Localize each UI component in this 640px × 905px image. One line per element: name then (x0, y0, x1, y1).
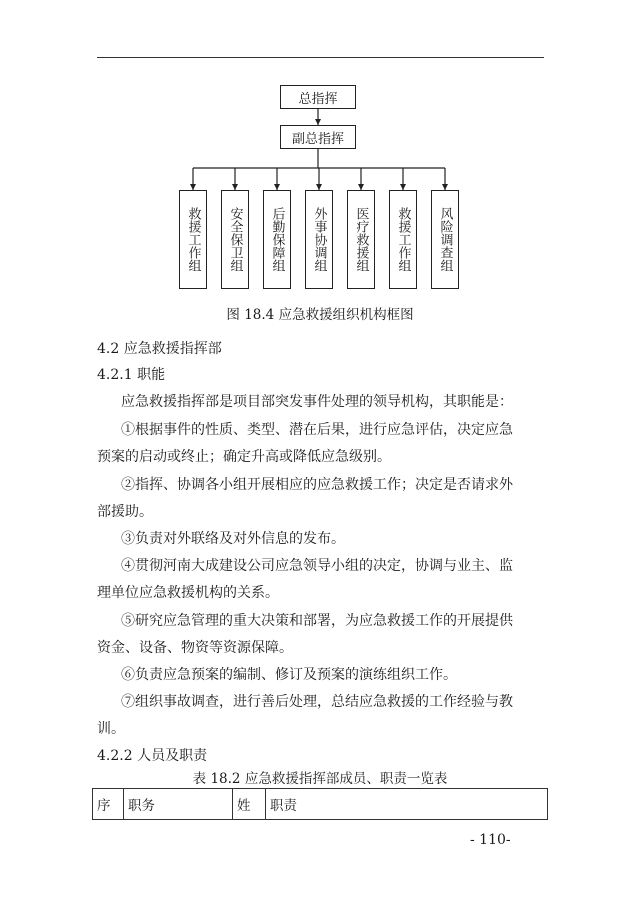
org-box-deputy-commander: 副总指挥 (280, 125, 356, 149)
figure-caption: 图 18.4 应急救援组织机构框图 (226, 307, 414, 323)
duty-table (92, 788, 548, 820)
duty-1-line-1: ①根据事件的性质、类型、潜在后果，进行应急评估，决定应急 (121, 422, 513, 438)
org-box-commander: 总指挥 (280, 85, 356, 109)
table-header-name: 姓 (233, 789, 266, 820)
subsection-heading-functions: 4.2.1 职能 (97, 367, 166, 383)
org-box-group-6: 救援工作组 (389, 190, 417, 289)
table-caption: 表 18.2 应急救援指挥部成员、职责一览表 (192, 771, 448, 787)
org-box-group-1: 救援工作组 (179, 190, 207, 289)
duty-7-line-2: 训。 (97, 721, 125, 737)
table-header-row (93, 789, 548, 820)
table-header-duties: 职责 (266, 789, 548, 820)
table-header-position: 职务 (124, 789, 233, 820)
subsection-heading-personnel: 4.2.2 人员及职责 (97, 748, 208, 764)
duty-2-line-2: 部援助。 (97, 504, 153, 520)
table-header-index: 序 (93, 789, 124, 820)
duty-5-line-2: 资金、设备、物资等资源保障。 (97, 640, 293, 656)
duty-2-line-1: ②指挥、协调各小组开展相应的应急救援工作；决定是否请求外 (121, 477, 513, 493)
duty-4-line-2: 理单位应急救援机构的关系。 (97, 585, 279, 601)
duty-1-line-2: 预案的启动或终止；确定升高或降低应急级别。 (97, 449, 391, 465)
duty-3: ③负责对外联络及对外信息的发布。 (121, 531, 345, 547)
org-box-group-7: 风险调查组 (431, 190, 459, 289)
org-box-group-3: 后勤保障组 (263, 190, 291, 289)
section-heading: 4.2 应急救援指挥部 (97, 341, 222, 357)
duty-4-line-1: ④贯彻河南大成建设公司应急领导小组的决定，协调与业主、监 (121, 558, 513, 574)
intro-paragraph: 应急救援指挥部是项目部突发事件处理的领导机构，其职能是： (121, 394, 513, 410)
org-box-group-5: 医疗救援组 (347, 190, 375, 289)
org-box-group-4: 外事协调组 (305, 190, 333, 289)
org-box-group-2: 安全保卫组 (221, 190, 249, 289)
duty-5-line-1: ⑤研究应急管理的重大决策和部署，为应急救援工作的开展提供 (121, 613, 513, 629)
duty-7-line-1: ⑦组织事故调查，进行善后处理，总结应急救援的工作经验与教 (121, 694, 513, 710)
page-number: - 110- (470, 832, 511, 848)
duty-6: ⑥负责应急预案的编制、修订及预案的演练组织工作。 (121, 667, 457, 683)
org-chart (0, 0, 640, 300)
